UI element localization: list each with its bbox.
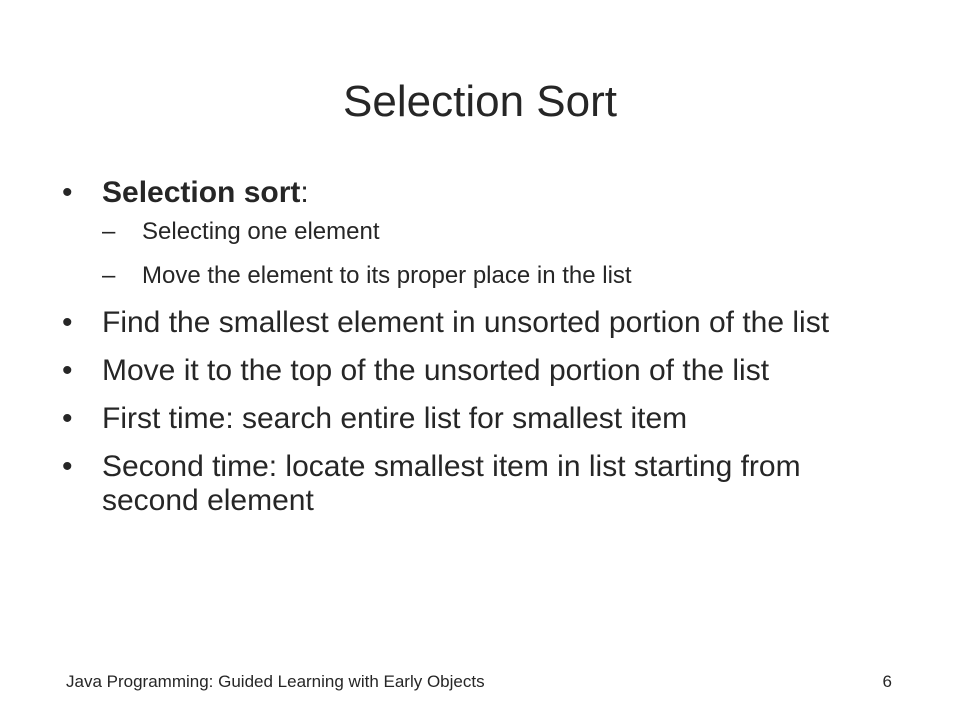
sub-bullet-list (102, 218, 902, 290)
bullet-marker: • (62, 176, 73, 209)
bullet-text: : (300, 176, 309, 209)
sub-bullet-item (102, 218, 902, 246)
bullet-marker: • (62, 354, 73, 387)
bullet-text: Find the smallest element in unsorted portion of the list (102, 306, 830, 339)
bullet-text: Second time: locate smallest item in list starting from second element (102, 450, 801, 517)
bullet-text: First time: search entire list for smallest item (102, 402, 688, 435)
bullet-item (62, 354, 902, 388)
bullet-item (62, 402, 902, 436)
footer-book-title: Java Programming: Guided Learning with Early Objects (66, 672, 485, 691)
bullet-marker: • (62, 402, 73, 435)
bullet-item (62, 450, 902, 518)
bullet-marker: • (62, 450, 73, 483)
sub-bullet-marker: – (102, 218, 116, 245)
sub-bullet-text: Selecting one element (142, 218, 380, 245)
bullet-text: Move it to the top of the unsorted portion of the list (102, 354, 770, 387)
bullet-marker: • (62, 306, 73, 339)
sub-bullet-item (102, 262, 902, 290)
page-number: 6 (882, 672, 892, 691)
bullet-item (62, 176, 902, 290)
bullet-item (62, 306, 902, 340)
sub-bullet-marker: – (102, 262, 116, 289)
sub-bullet-text: Move the element to its proper place in the list (142, 262, 632, 289)
bullet-bold-term: Selection sort (102, 176, 301, 209)
bullet-list (62, 176, 902, 532)
slide-title: Selection Sort (343, 77, 617, 126)
